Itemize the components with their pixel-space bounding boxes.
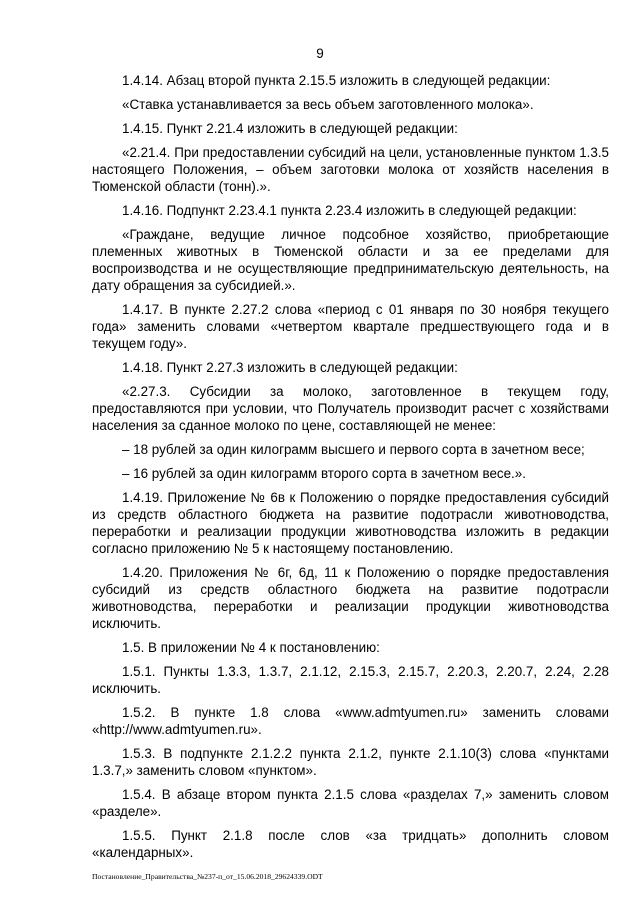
paragraph: 1.4.18. Пункт 2.27.3 изложить в следующей редакции: bbox=[122, 360, 458, 375]
paragraph: 1.4.17. В пункте 2.27.2 слова «период с 01 января по 30 ноября текущего года» заменить словами «четвертом квартале предшествующего года и в текущем году». bbox=[92, 302, 609, 351]
paragraph: 1.4.16. Подпункт 2.23.4.1 пункта 2.23.4 изложить в следующей редакции: bbox=[122, 203, 577, 218]
page-number: 9 bbox=[316, 46, 324, 61]
paragraph: 1.5.2. В пункте 1.8 слова «www.admtyumen.ru» заменить словами «http://www.admtyumen.ru». bbox=[92, 705, 609, 737]
paragraph: 1.5.5. Пункт 2.1.8 после слов «за тридцать» дополнить словом «календарных». bbox=[92, 828, 609, 860]
paragraph: «Граждане, ведущие личное подсобное хозяйство, приобретающие племенных животных в Тюменской области и за ее пределами для воспроизводства и не осуществляющие предпринимательскую деятельность, на дату обращения за субсидией.». bbox=[92, 227, 609, 293]
paragraph: 1.5.1. Пункты 1.3.3, 1.3.7, 2.1.12, 2.15.3, 2.15.7, 2.20.3, 2.20.7, 2.24, 2.28 исключить. bbox=[92, 664, 609, 696]
paragraph: «Ставка устанавливается за весь объем заготовленного молока». bbox=[122, 97, 534, 112]
document-body bbox=[92, 72, 609, 868]
paragraph: 1.4.15. Пункт 2.21.4 изложить в следующей редакции: bbox=[122, 121, 458, 136]
paragraph: 1.5. В приложении № 4 к постановлению: bbox=[122, 640, 380, 655]
paragraph: 1.4.19. Приложение № 6в к Положению о порядке предоставления субсидий из средств областного бюджета на развитие подотрасли животноводства, переработки и реализации продукции животноводства изложить в редакции согласно приложению № 5 к настоящему постановлению. bbox=[92, 490, 609, 556]
paragraph: – 16 рублей за один килограмм второго сорта в зачетном весе.». bbox=[122, 466, 526, 481]
paragraph: «2.27.3. Субсидии за молоко, заготовленное в текущем году, предоставляются при условии, что Получатель производит расчет с хозяйствами населения за сданное молоко по цене, составляющей не менее: bbox=[92, 384, 609, 433]
paragraph: 1.4.14. Абзац второй пункта 2.15.5 изложить в следующей редакции: bbox=[122, 73, 551, 88]
paragraph: 1.5.3. В подпункте 2.1.2.2 пункта 2.1.2, пункте 2.1.10(3) слова «пунктами 1.3.7,» заменить словом «пунктом». bbox=[92, 746, 609, 778]
paragraph: – 18 рублей за один килограмм высшего и первого сорта в зачетном весе; bbox=[122, 442, 585, 457]
paragraph: 1.5.4. В абзаце втором пункта 2.1.5 слова «разделах 7,» заменить словом «разделе». bbox=[92, 787, 609, 819]
paragraph: «2.21.4. При предоставлении субсидий на цели, установленные пунктом 1.3.5 настоящего Положения, – объем заготовки молока от хозяйств населения в Тюменской области (тонн).». bbox=[92, 145, 609, 194]
paragraph: 1.4.20. Приложения № 6г, 6д, 11 к Положению о порядке предоставления субсидий из средств областного бюджета на развитие подотрасли животноводства, переработки и реализации продукции животноводства исключить. bbox=[92, 565, 609, 631]
document-footer: Постановление_Правительства_№237-п_от_15.06.2018_29624339.ODT bbox=[92, 872, 323, 881]
